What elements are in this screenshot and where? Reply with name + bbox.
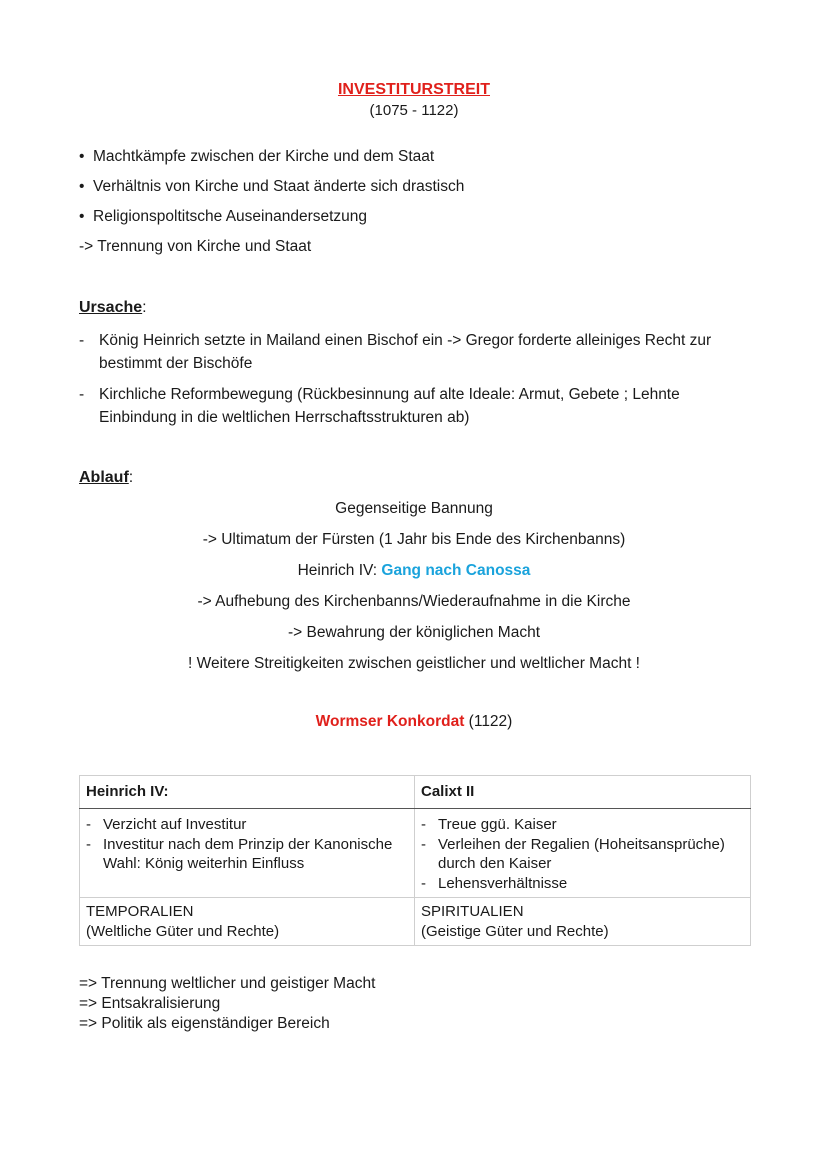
table-row — [80, 809, 751, 898]
table-row — [80, 776, 751, 809]
list-item: - König Heinrich setzte in Mailand einen Bischof ein -> Gregor forderte alleiniges Recht zur bestimmt der Bischöfe — [79, 329, 759, 375]
dash-icon: - — [86, 816, 91, 833]
list-item: - Investitur nach dem Prinzip der Kanonische Wahl: König weiterhin Einfluss — [86, 835, 393, 872]
list-item: - Lehensverhältnisse — [421, 874, 568, 892]
ablauf-step: Gegenseitige Bannung — [335, 500, 493, 517]
dash-icon: - — [79, 332, 85, 349]
list-item: - Verzicht auf Investitur — [86, 816, 247, 833]
konkordat-table — [79, 775, 751, 946]
table-cell: SPIRITUALIEN (Geistige Güter und Rechte) — [415, 898, 751, 946]
ablauf-step: -> Bewahrung der königlichen Macht — [287, 624, 541, 641]
highlight-canossa: Gang nach Canossa — [381, 562, 531, 579]
list-item: - Treue ggü. Kaiser — [421, 816, 557, 833]
list-item: => Trennung weltlicher und geistiger Macht — [79, 975, 376, 992]
table-cell — [415, 809, 751, 898]
list-item: - Verleihen der Regalien (Hoheitsansprüche) durch den Kaiser — [421, 835, 725, 872]
table-row — [80, 898, 751, 946]
dash-icon: - — [86, 835, 91, 853]
dash-icon: - — [421, 874, 426, 892]
bullet-icon: • — [79, 208, 85, 225]
list-item: • Machtkämpfe zwischen der Kirche und dem Staat — [79, 146, 464, 176]
conclusion-list — [79, 974, 375, 1034]
ablauf-sequence — [0, 498, 828, 684]
table-header-heinrich: Heinrich IV: — [80, 776, 415, 809]
intro-list — [79, 146, 464, 266]
list-item: => Politik als eigenständiger Bereich — [79, 1015, 330, 1032]
list-item: - Kirchliche Reformbewegung (Rückbesinnung auf alte Ideale: Armut, Gebete ; Lehnte Einbindung in die weltlichen Herrschaftsstrukturen ab) — [79, 383, 759, 429]
list-item: => Entsakralisierung — [79, 995, 221, 1012]
list-item: • Verhältnis von Kirche und Staat änderte sich drastisch — [79, 176, 464, 206]
section-heading-ursache: Ursache: — [79, 299, 147, 316]
table-cell — [80, 809, 415, 898]
page-title: INVESTITURSTREIT — [337, 81, 490, 98]
intro-conclusion: -> Trennung von Kirche und Staat — [79, 238, 312, 255]
ablauf-step: -> Aufhebung des Kirchenbanns/Wiederaufnahme in die Kirche — [197, 593, 631, 610]
bullet-icon: • — [79, 148, 85, 165]
dash-icon: - — [421, 816, 426, 833]
title-block — [0, 80, 828, 121]
dash-icon: - — [79, 386, 85, 403]
ablauf-step: Heinrich IV: Gang nach Canossa — [297, 562, 531, 579]
konkordat-heading: Wormser Konkordat (1122) — [315, 713, 513, 730]
page-subtitle-years: (1075 - 1122) — [369, 102, 459, 119]
table-header-calixt: Calixt II — [415, 776, 751, 809]
ablauf-step: -> Ultimatum der Fürsten (1 Jahr bis Ende des Kirchenbanns) — [202, 531, 626, 548]
dash-icon: - — [421, 835, 426, 853]
list-item: • Religionspoltitsche Auseinandersetzung — [79, 206, 464, 236]
ursache-list — [79, 329, 759, 437]
section-heading-ablauf: Ablauf: — [79, 469, 134, 486]
ablauf-note: ! Weitere Streitigkeiten zwischen geistlicher und weltlicher Macht ! — [188, 655, 640, 672]
table-cell: TEMPORALIEN (Weltliche Güter und Rechte) — [80, 898, 415, 946]
bullet-icon: • — [79, 178, 85, 195]
